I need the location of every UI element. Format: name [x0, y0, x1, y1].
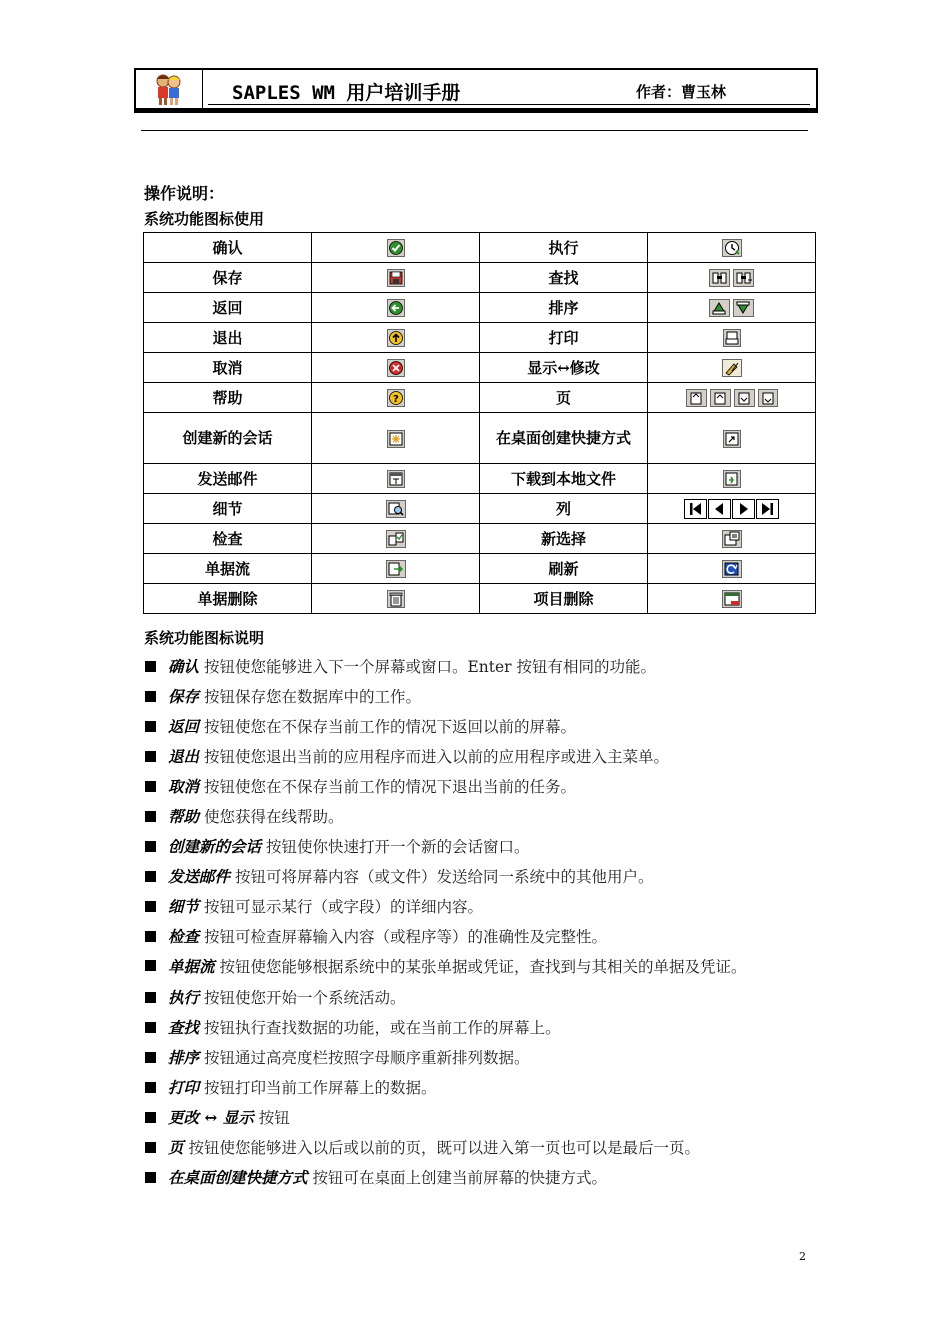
table-cell-label: 排序 — [480, 293, 648, 323]
table-cell-label: 新选择 — [480, 524, 648, 554]
table-cell-label: 列 — [480, 494, 648, 524]
description-text: 按钮可显示某行（或字段）的详细内容。 — [199, 898, 483, 916]
description-term: 取消 — [168, 777, 200, 796]
icon-table — [143, 232, 816, 614]
bullet-square-icon — [145, 751, 156, 762]
logo-cell — [136, 70, 203, 108]
cancel-icon — [387, 359, 405, 377]
description-text: 按钮使您能够根据系统中的某张单据或凭证，查找到与其相关的单据及凭证。 — [214, 958, 747, 976]
description-text: 按钮通过高亮度栏按照字母顺序重新排列数据。 — [199, 1049, 530, 1067]
description-text: 使您获得在线帮助。 — [199, 808, 344, 826]
table-cell-label: 保存 — [144, 263, 312, 293]
description-text: 按钮执行查找数据的功能，或在当前工作的屏幕上。 — [199, 1019, 561, 1037]
list-item — [144, 652, 804, 682]
table-cell-label: 细节 — [144, 494, 312, 524]
description-term: 更改 ↔ 显示 — [168, 1108, 254, 1127]
table-cell-label: 在桌面创建快捷方式 — [480, 413, 648, 464]
list-item — [144, 1103, 804, 1133]
download-icon — [723, 470, 741, 488]
document-author: 作者：曹玉林 — [636, 83, 727, 101]
table-row — [144, 494, 816, 524]
table-cell-label: 返回 — [144, 293, 312, 323]
list-item — [144, 682, 804, 712]
list-item — [144, 1073, 804, 1103]
confirm-icon — [387, 239, 405, 257]
find-icon — [709, 269, 755, 287]
header-shadow — [134, 110, 818, 113]
description-term: 退出 — [168, 747, 200, 766]
table-row — [144, 524, 816, 554]
table-row — [144, 263, 816, 293]
description-text: 按钮可在桌面上创建当前屏幕的快捷方式。 — [307, 1169, 607, 1187]
bullet-square-icon — [145, 992, 156, 1003]
bullet-square-icon — [145, 1112, 156, 1123]
description-term: 返回 — [168, 717, 200, 736]
save-icon — [387, 269, 405, 287]
display-change-icon — [722, 359, 742, 377]
check-icon — [386, 530, 406, 548]
description-term: 执行 — [168, 988, 200, 1007]
delete-document-icon — [387, 590, 405, 608]
bullet-square-icon — [145, 691, 156, 702]
bullet-square-icon — [145, 931, 156, 942]
description-term: 保存 — [168, 687, 200, 706]
table-cell-label: 确认 — [144, 233, 312, 263]
document-title: SAPLES WM 用户培训手册 — [232, 82, 461, 104]
description-term: 确认 — [168, 657, 200, 676]
table-row — [144, 464, 816, 494]
table-cell-label: 打印 — [480, 323, 648, 353]
description-text: 按钮使您退出当前的应用程序而进入以前的应用程序或进入主菜单。 — [199, 748, 669, 766]
table-cell-label: 项目删除 — [480, 584, 648, 614]
list-item — [144, 832, 804, 862]
header-underline — [208, 104, 810, 105]
description-text: 按钮打印当前工作屏幕上的数据。 — [199, 1079, 437, 1097]
bullet-square-icon — [145, 1172, 156, 1183]
description-text: 按钮使您能够进入下一个屏幕或窗口。Enter 按钮有相同的功能。 — [199, 658, 656, 676]
table-row — [144, 413, 816, 464]
table-cell-label: 页 — [480, 383, 648, 413]
sort-icon — [709, 299, 755, 317]
table-row — [144, 353, 816, 383]
table-row — [144, 323, 816, 353]
list-item — [144, 983, 804, 1013]
table-cell-label: 单据流 — [144, 554, 312, 584]
description-list — [144, 652, 804, 1193]
bullet-square-icon — [145, 811, 156, 822]
table-cell-label: 发送邮件 — [144, 464, 312, 494]
bullet-square-icon — [145, 841, 156, 852]
list-item — [144, 742, 804, 772]
description-text: 按钮使您能够进入以后或以前的页，既可以进入第一页也可以是最后一页。 — [183, 1139, 700, 1157]
table-cell-label: 查找 — [480, 263, 648, 293]
list-item — [144, 862, 804, 892]
list-item — [144, 1133, 804, 1163]
exit-icon — [387, 329, 405, 347]
table-row — [144, 233, 816, 263]
list-item — [144, 1013, 804, 1043]
execute-icon — [722, 239, 742, 257]
document-flow-icon — [386, 560, 406, 578]
column-nav-icons — [684, 499, 780, 519]
description-term: 帮助 — [168, 807, 200, 826]
description-term: 在桌面创建快捷方式 — [168, 1168, 308, 1187]
page-icons — [686, 389, 778, 407]
table-cell-label: 帮助 — [144, 383, 312, 413]
description-term: 检查 — [168, 927, 200, 946]
table-cell-label: 检查 — [144, 524, 312, 554]
new-selection-icon — [722, 530, 742, 548]
refresh-icon — [722, 560, 742, 578]
table-row — [144, 383, 816, 413]
details-icon — [386, 500, 406, 518]
table-cell-label: 显示↔修改 — [480, 353, 648, 383]
table-cell-label: 创建新的会话 — [144, 413, 312, 464]
description-term: 创建新的会话 — [168, 837, 262, 856]
list-item — [144, 1163, 804, 1193]
table-cell-label: 退出 — [144, 323, 312, 353]
header-rule — [141, 130, 808, 131]
table-cell-label: 取消 — [144, 353, 312, 383]
bullet-square-icon — [145, 1052, 156, 1063]
bullet-square-icon — [145, 960, 156, 971]
svg-text:?: ? — [392, 394, 399, 405]
cartoon-logo-icon — [149, 72, 187, 110]
description-text: 按钮 — [253, 1109, 290, 1127]
bullet-square-icon — [145, 661, 156, 672]
list-item — [144, 952, 804, 983]
description-term: 页 — [168, 1138, 184, 1157]
description-term: 打印 — [168, 1078, 200, 1097]
send-mail-icon — [387, 470, 405, 488]
table-cell-label: 执行 — [480, 233, 648, 263]
description-text: 按钮使你快速打开一个新的会话窗口。 — [261, 838, 530, 856]
bullet-square-icon — [145, 1082, 156, 1093]
table-cell-label: 下载到本地文件 — [480, 464, 648, 494]
description-text: 按钮可检查屏幕输入内容（或程序等）的准确性及完整性。 — [199, 928, 607, 946]
operation-heading: 操作说明： — [144, 184, 225, 203]
list-item — [144, 712, 804, 742]
description-term: 发送邮件 — [168, 867, 231, 886]
list-item — [144, 892, 804, 922]
bullet-square-icon — [145, 901, 156, 912]
functions-heading: 系统功能图标使用 — [144, 210, 265, 228]
table-cell-label: 刷新 — [480, 554, 648, 584]
bullet-square-icon — [145, 781, 156, 792]
description-text: 按钮使您在不保存当前工作的情况下返回以前的屏幕。 — [199, 718, 576, 736]
help-icon — [387, 389, 405, 407]
new-session-icon — [387, 430, 405, 448]
print-icon — [723, 329, 741, 347]
description-text: 按钮可将屏幕内容（或文件）发送给同一系统中的其他用户。 — [230, 868, 654, 886]
bullet-square-icon — [145, 721, 156, 732]
table-row — [144, 584, 816, 614]
descriptions-heading: 系统功能图标说明 — [144, 629, 265, 647]
description-term: 单据流 — [168, 957, 215, 976]
table-row — [144, 293, 816, 323]
document-header — [134, 68, 818, 110]
description-text: 按钮使您在不保存当前工作的情况下退出当前的任务。 — [199, 778, 576, 796]
bullet-square-icon — [145, 1022, 156, 1033]
description-term: 细节 — [168, 897, 200, 916]
bullet-square-icon — [145, 871, 156, 882]
description-term: 排序 — [168, 1048, 200, 1067]
bullet-square-icon — [145, 1142, 156, 1153]
delete-item-icon — [722, 590, 742, 608]
list-item — [144, 772, 804, 802]
back-icon — [387, 299, 405, 317]
description-text: 按钮使您开始一个系统活动。 — [199, 989, 406, 1007]
page-number: 2 — [799, 1250, 806, 1263]
list-item — [144, 922, 804, 952]
description-text: 按钮保存您在数据库中的工作。 — [199, 688, 421, 706]
table-row — [144, 554, 816, 584]
list-item — [144, 1043, 804, 1073]
description-term: 查找 — [168, 1018, 200, 1037]
shortcut-icon — [723, 430, 741, 448]
list-item — [144, 802, 804, 832]
table-cell-label: 单据删除 — [144, 584, 312, 614]
